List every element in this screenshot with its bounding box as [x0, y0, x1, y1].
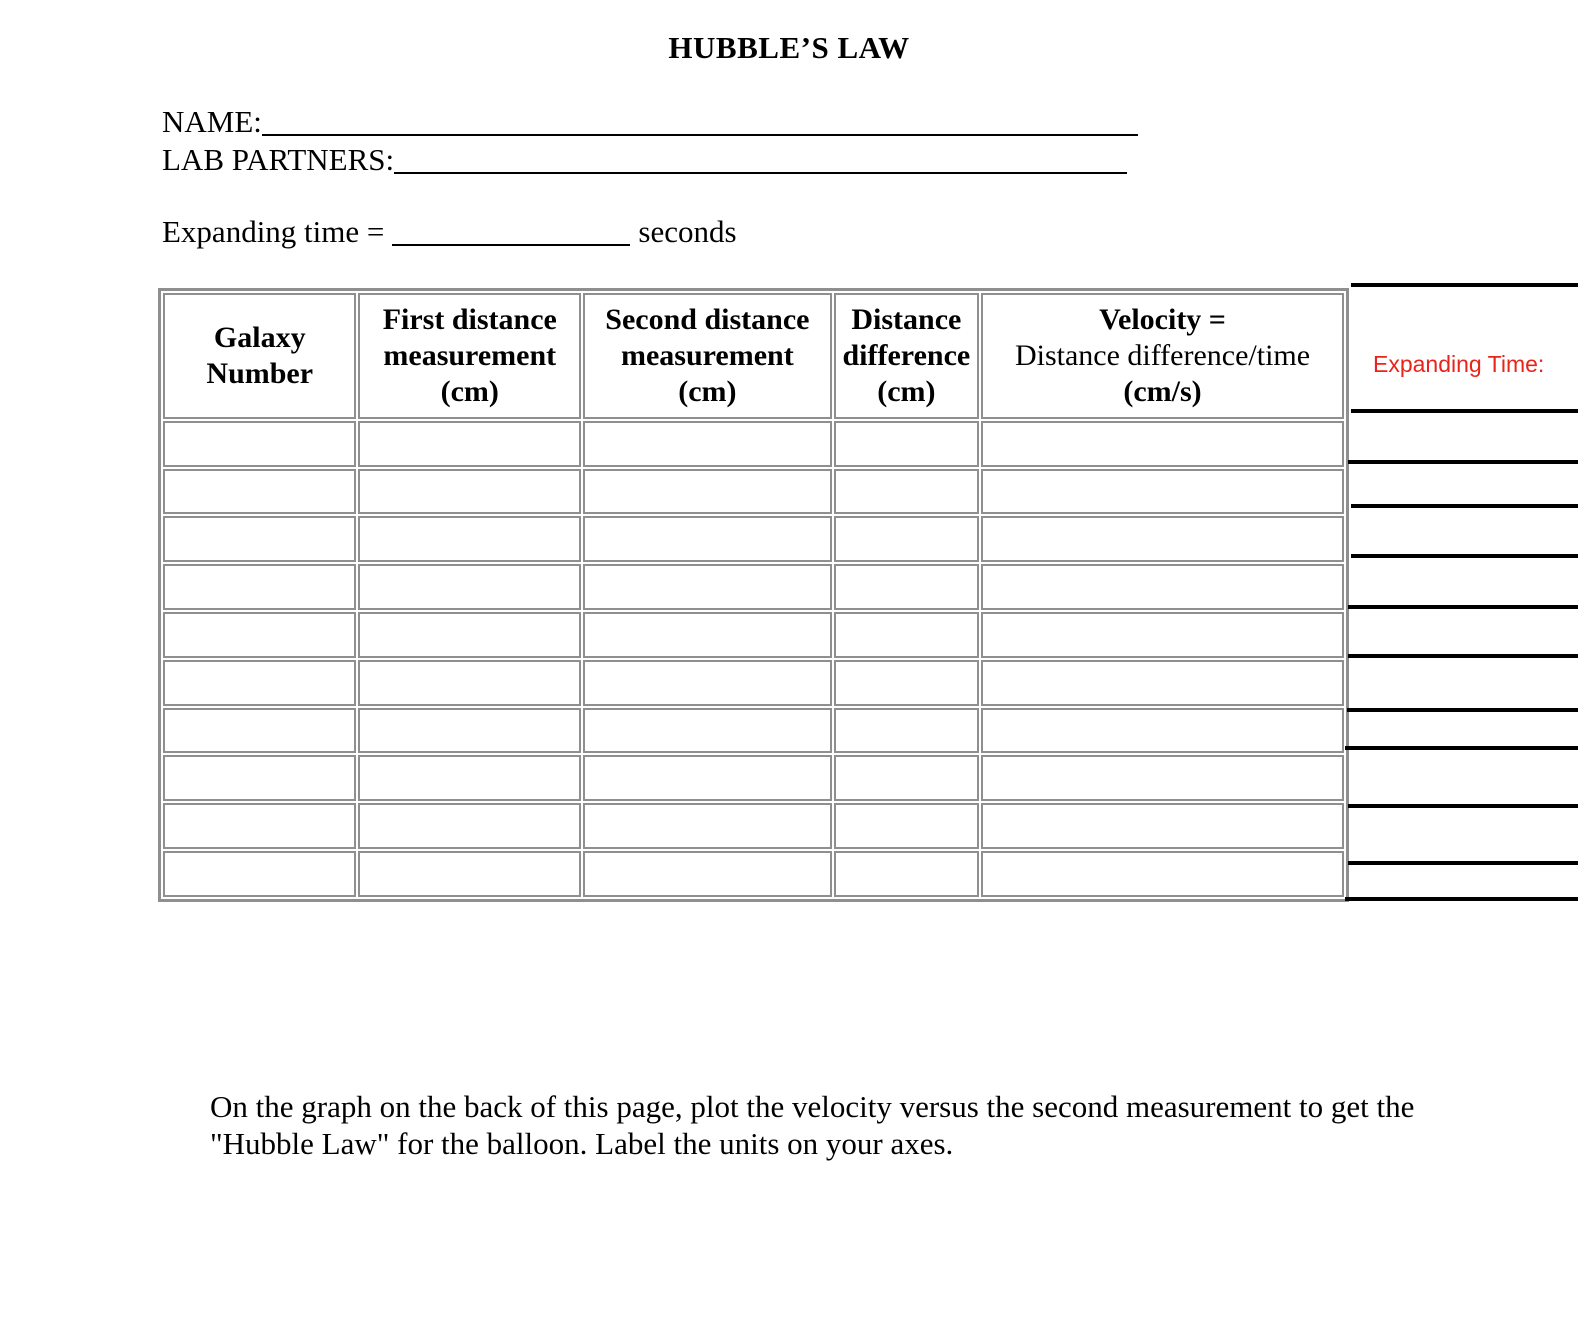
table-row — [163, 708, 1344, 754]
cell-galaxy-number[interactable] — [163, 469, 356, 515]
header-distance-difference: Distance difference (cm) — [834, 293, 979, 419]
lab-partners-input-line[interactable] — [394, 142, 1127, 174]
side-rule — [1348, 460, 1578, 464]
side-rule — [1351, 504, 1578, 508]
cell-second-distance[interactable] — [583, 516, 832, 562]
expanding-time-input-line[interactable] — [392, 214, 630, 246]
cell-first-distance[interactable] — [358, 755, 581, 801]
cell-second-distance[interactable] — [583, 803, 832, 849]
cell-distance-difference[interactable] — [834, 516, 979, 562]
side-rule — [1348, 654, 1578, 658]
cell-first-distance[interactable] — [358, 612, 581, 658]
side-rule — [1348, 605, 1578, 609]
table-header-row — [163, 293, 1344, 419]
cell-distance-difference[interactable] — [834, 421, 979, 467]
cell-second-distance[interactable] — [583, 660, 832, 706]
table-row — [163, 755, 1344, 801]
cell-velocity[interactable] — [981, 516, 1344, 562]
cell-galaxy-number[interactable] — [163, 708, 356, 754]
side-rule — [1351, 554, 1578, 558]
header-velocity: Velocity = Distance difference/time (cm/s) — [981, 293, 1344, 419]
page-title: HUBBLE’S LAW — [668, 30, 910, 65]
cell-first-distance[interactable] — [358, 516, 581, 562]
table-row — [163, 803, 1344, 849]
header-second-distance: Second distance measurement (cm) — [583, 293, 832, 419]
cell-velocity[interactable] — [981, 755, 1344, 801]
cell-distance-difference[interactable] — [834, 564, 979, 610]
cell-velocity[interactable] — [981, 612, 1344, 658]
expanding-time-label: Expanding time = — [162, 214, 385, 249]
header-first-distance: First distance measurement (cm) — [358, 293, 581, 419]
header-galaxy-number: Galaxy Number — [163, 293, 356, 419]
table-row — [163, 660, 1344, 706]
side-rule — [1345, 746, 1578, 750]
table-row — [163, 516, 1344, 562]
cell-distance-difference[interactable] — [834, 803, 979, 849]
side-rule — [1351, 409, 1578, 413]
cell-velocity[interactable] — [981, 564, 1344, 610]
cell-galaxy-number[interactable] — [163, 612, 356, 658]
expanding-time-field — [162, 214, 737, 250]
cell-distance-difference[interactable] — [834, 755, 979, 801]
side-rule — [1347, 708, 1578, 712]
cell-first-distance[interactable] — [358, 708, 581, 754]
table-row — [163, 612, 1344, 658]
cell-first-distance[interactable] — [358, 469, 581, 515]
cell-galaxy-number[interactable] — [163, 803, 356, 849]
cell-velocity[interactable] — [981, 851, 1344, 897]
cell-velocity[interactable] — [981, 803, 1344, 849]
lab-partners-field — [162, 142, 1127, 178]
lab-partners-label: LAB PARTNERS: — [162, 142, 395, 177]
cell-velocity[interactable] — [981, 660, 1344, 706]
cell-first-distance[interactable] — [358, 421, 581, 467]
expanding-time-side-panel — [1345, 283, 1578, 903]
cell-second-distance[interactable] — [583, 851, 832, 897]
cell-second-distance[interactable] — [583, 564, 832, 610]
cell-velocity[interactable] — [981, 421, 1344, 467]
table-row — [163, 564, 1344, 610]
cell-galaxy-number[interactable] — [163, 660, 356, 706]
graph-instructions: On the graph on the back of this page, plot the velocity versus the second measurement to get the "Hubble Law" for the balloon. Label the units on your axes. — [210, 1089, 1415, 1161]
name-input-line[interactable] — [262, 104, 1138, 136]
cell-second-distance[interactable] — [583, 612, 832, 658]
cell-galaxy-number[interactable] — [163, 516, 356, 562]
cell-second-distance[interactable] — [583, 421, 832, 467]
cell-distance-difference[interactable] — [834, 851, 979, 897]
cell-galaxy-number[interactable] — [163, 851, 356, 897]
cell-first-distance[interactable] — [358, 851, 581, 897]
cell-first-distance[interactable] — [358, 564, 581, 610]
cell-second-distance[interactable] — [583, 755, 832, 801]
table-row — [163, 421, 1344, 467]
side-rule — [1351, 283, 1578, 287]
side-rule — [1345, 897, 1578, 901]
measurement-table — [158, 288, 1349, 902]
name-label: NAME: — [162, 104, 262, 139]
cell-galaxy-number[interactable] — [163, 564, 356, 610]
table-row — [163, 851, 1344, 897]
expanding-time-unit: seconds — [638, 214, 737, 249]
cell-second-distance[interactable] — [583, 469, 832, 515]
cell-distance-difference[interactable] — [834, 708, 979, 754]
cell-distance-difference[interactable] — [834, 469, 979, 515]
name-field — [162, 104, 1138, 140]
cell-first-distance[interactable] — [358, 660, 581, 706]
cell-second-distance[interactable] — [583, 708, 832, 754]
cell-galaxy-number[interactable] — [163, 421, 356, 467]
side-rule — [1348, 861, 1578, 865]
cell-velocity[interactable] — [981, 708, 1344, 754]
cell-galaxy-number[interactable] — [163, 755, 356, 801]
cell-first-distance[interactable] — [358, 803, 581, 849]
side-rule — [1348, 804, 1578, 808]
cell-distance-difference[interactable] — [834, 660, 979, 706]
cell-velocity[interactable] — [981, 469, 1344, 515]
side-expanding-time-label: Expanding Time: — [1373, 351, 1545, 377]
table-row — [163, 469, 1344, 515]
cell-distance-difference[interactable] — [834, 612, 979, 658]
